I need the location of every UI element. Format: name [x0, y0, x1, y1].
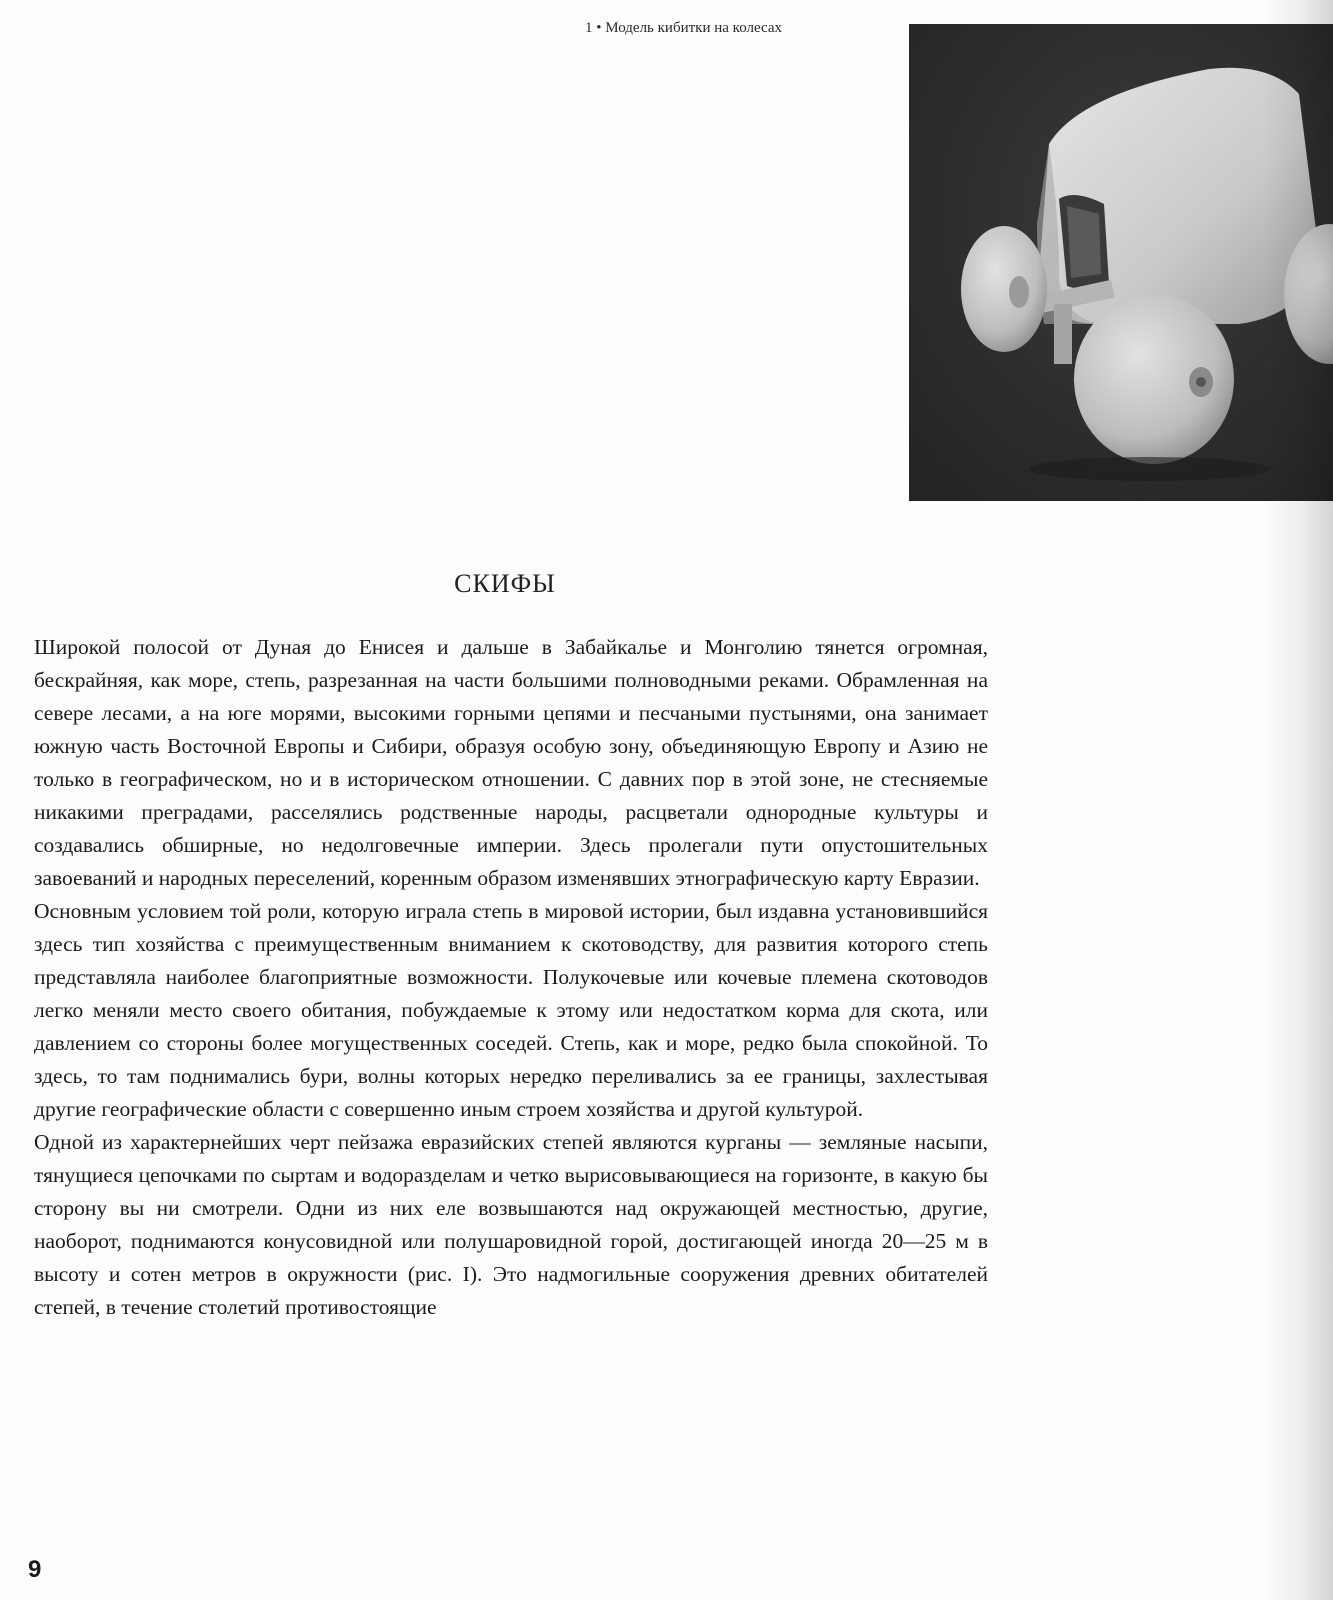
article-title: СКИФЫ — [454, 569, 556, 598]
paragraph-3: Одной из характернейших черт пейзажа евразийских степей являются курганы — земляные насыпи, тянущиеся цепочками по сыртам и водоразделам и четко вырисовывающиеся на горизонте, в какую бы сторону вы ни смотрели. Одни из них еле возвышаются над окружающей местностью, другие, наоборот, поднимаются конусовидной или полушаровидной горой, достигающей иногда 20—25 м в высоту и сотен метров в окружности (рис. I). Это надмогильные сооружения древних обитателей степей, в течение столетий противостоящие — [34, 1130, 988, 1319]
paragraph-1: Широкой полосой от Дуная до Енисея и дальше в Забайкалье и Монголию тянется огромная, бескрайняя, как море, степь, разрезанная на части большими полноводными реками. Обрамленная на севере лесами, а на юге морями, высокими горными цепями и песчаными пустынями, она занимает южную часть Восточной Европы и Сибири, образуя особую зону, объединяющую Европу и Азию не только в географическом, но и в историческом отношении. С давних пор в этой зоне, не стесняемые никакими преградами, расселялись родственные народы, расцветали однородные культуры и создавались обширные, но недолговечные империи. Здесь пролегали пути опустошительных завоеваний и народных переселений, коренным образом изменявших этнографическую карту Евразии. — [34, 635, 988, 890]
cart-model-illustration — [909, 24, 1333, 501]
paragraph-2: Основным условием той роли, которую играла степь в мировой истории, был издавна установившийся здесь тип хозяйства с преимущественным вниманием к скотоводству, для развития которого степь представляла наиболее благоприятные возможности. Полукочевые или кочевые племена скотоводов легко меняли место своего обитания, побуждаемые к этому или недостатком корма для скота, или давлением со стороны более могущественных соседей. Степь, как и море, редко была спокойной. То здесь, то там поднимались бури, волны которых нередко переливались за ее границы, захлестывая другие географические области с совершенно иным строем хозяйства и другой культурой. — [34, 899, 988, 1121]
figure-caption: 1 • Модель кибитки на колесах — [585, 20, 783, 36]
cart-model-photo — [909, 24, 1333, 501]
article-body — [34, 631, 988, 1324]
page-number: 9 — [28, 1556, 42, 1583]
